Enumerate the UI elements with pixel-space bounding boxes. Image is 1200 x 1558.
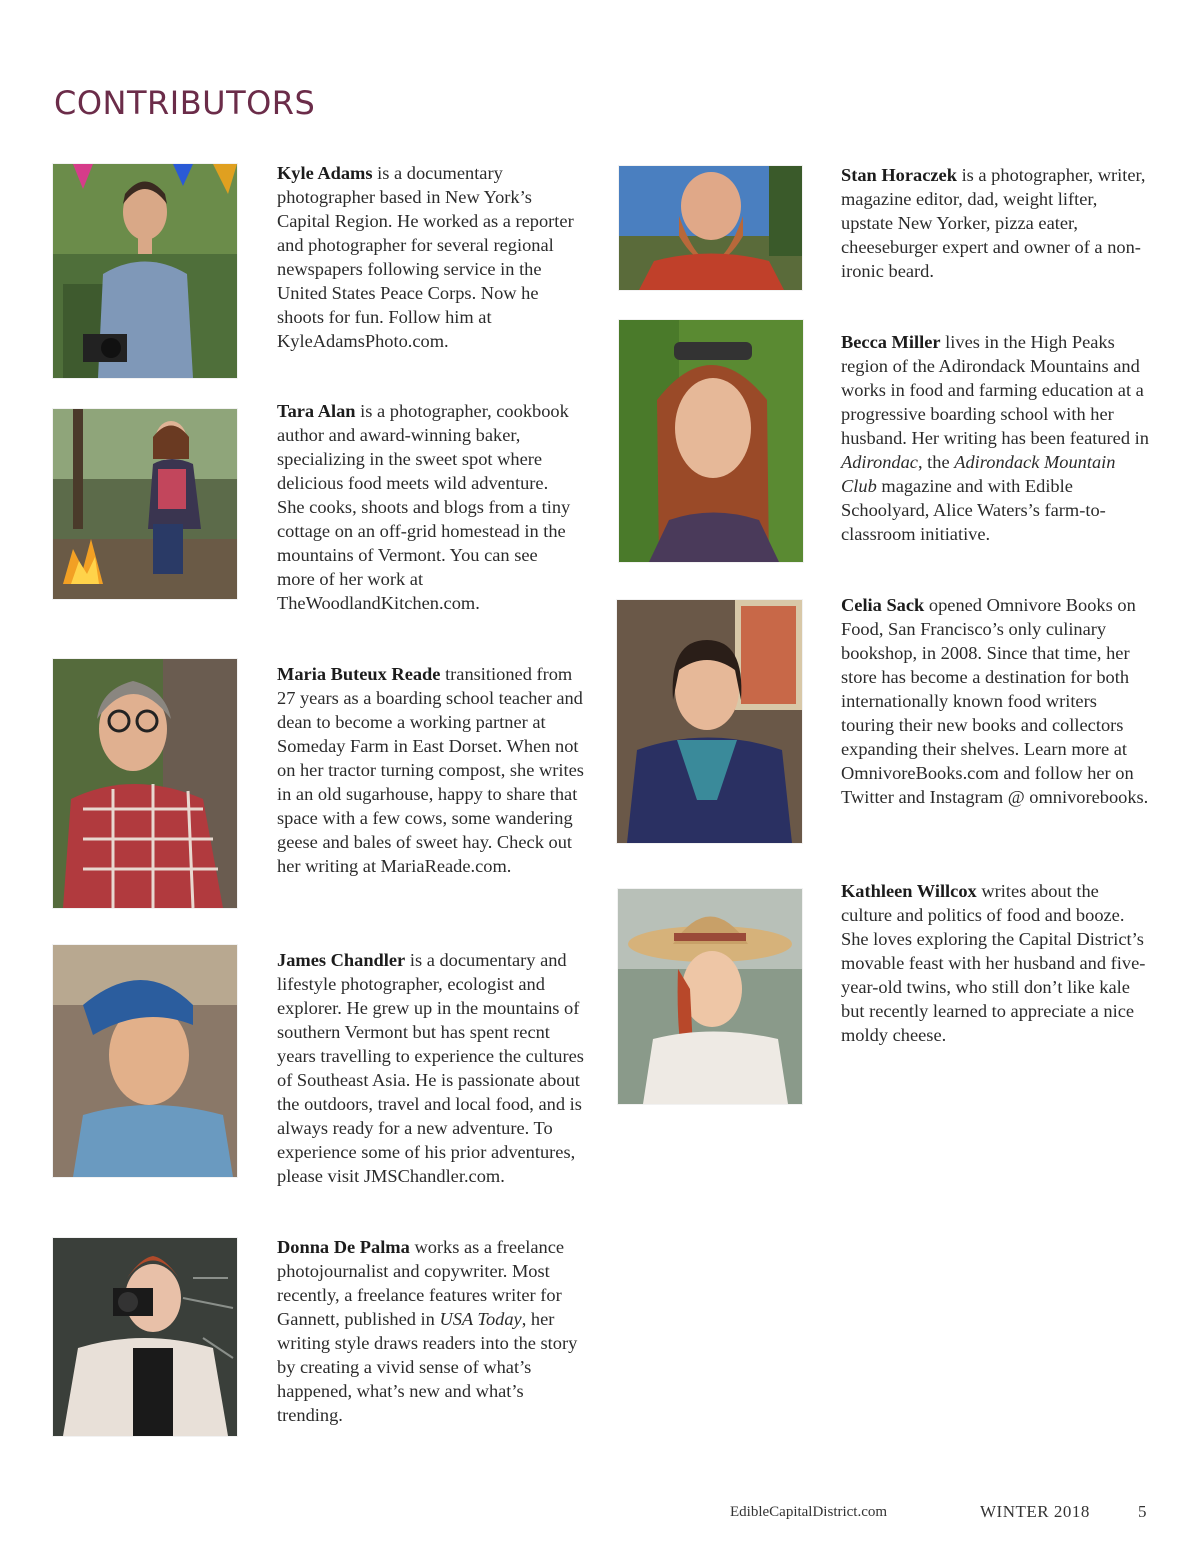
contributor-bio-text: opened Omnivore Books on Food, San Francisco’s only culinary bookshop, in 2008. Since that time, her store has become a destination for both internationally known food writers touring their new books and collectors expanding their shelves. Learn more at OmnivoreBooks.com and follow her on Twitter and Instagram @ omnivorebooks. <box>841 595 1149 807</box>
contributor-bio-text: , her writing style draws readers into the story by creating a vivid sense of what’s happened, what’s new and what’s trending. <box>277 1309 578 1425</box>
footer-issue: WINTER 2018 <box>980 1502 1090 1521</box>
contributor-bio-text: lives in the High Peaks region of the Adirondack Mountains and works in food and farming education at a progressive boarding school with her husband. Her writing has been featured in <box>841 332 1149 448</box>
contributor-bio-james-chandler <box>277 948 587 1188</box>
contributor-photo-tara-alan <box>53 409 237 599</box>
contributor-bio-maria-buteux-reade <box>277 662 587 878</box>
contributor-photo-stan-horaczek <box>619 166 802 290</box>
contributor-bio-text: is a documentary and lifestyle photographer, ecologist and explorer. He grew up in the mountains of southern Vermont but has spent recnt years travelling to experience the cultures of Southeast Asia. He is passionate about the outdoors, travel and local food, and is always ready for a new adventure. To experience some of his prior adventures, please visit JMSChandler.com. <box>277 950 584 1186</box>
contributor-name: Becca Miller <box>841 332 941 352</box>
contributor-bio-donna-de-palma <box>277 1235 587 1427</box>
contributor-bio-kyle-adams <box>277 161 577 353</box>
contributor-photo-donna-de-palma <box>53 1238 237 1436</box>
publication-title: Adirondac <box>841 452 918 472</box>
contributor-bio-text: is a photographer, writer, magazine editor, dad, weight lifter, upstate New Yorker, pizza eater, cheeseburger expert and owner of a non-ironic beard. <box>841 165 1146 281</box>
contributor-photo-kyle-adams <box>53 164 237 378</box>
contributor-bio-celia-sack <box>841 593 1151 809</box>
contributor-name: Maria Buteux Reade <box>277 664 441 684</box>
contributor-name: James Chandler <box>277 950 406 970</box>
contributor-name: Tara Alan <box>277 401 356 421</box>
contributor-bio-text: transitioned from 27 years as a boarding school teacher and dean to become a working partner at Someday Farm in East Dorset. When not on her tractor turning compost, she writes in an old sugarhouse, happy to share that space with a few cows, some wandering geese and bales of sweet hay. Check out her writing at MariaReade.com. <box>277 664 584 876</box>
contributor-bio-text: is a photographer, cookbook author and award-winning baker, specializing in the sweet spot where delicious food meets wild adventure. She cooks, shoots and blogs from a tiny cottage on an off-grid homestead in the mountains of Vermont. You can see more of her work at TheWoodlandKitchen.com. <box>277 401 571 613</box>
contributor-bio-stan-horaczek <box>841 163 1151 283</box>
contributor-name: Donna De Palma <box>277 1237 410 1257</box>
contributor-bio-kathleen-willcox <box>841 879 1151 1047</box>
contributor-name: Celia Sack <box>841 595 925 615</box>
footer-site-url: EdibleCapitalDistrict.com <box>730 1504 888 1520</box>
publication-title: Adirondack Mountain Club <box>841 452 1116 496</box>
contributor-photo-kathleen-willcox <box>618 889 802 1104</box>
contributor-bio-becca-miller <box>841 330 1151 546</box>
contributor-bio-tara-alan <box>277 399 577 615</box>
contributor-bio-text: magazine and with Edible Schoolyard, Alice Waters’s farm-to-classroom initiative. <box>841 476 1106 544</box>
contributor-bio-text: is a documentary photographer based in New York’s Capital Region. He worked as a reporter and photographer for several regional newspapers following service in the United States Peace Corps. Now he shoots for fun. Follow him at KyleAdamsPhoto.com. <box>277 163 574 351</box>
page-number: 5 <box>1138 1502 1147 1521</box>
page-title: CONTRIBUTORS <box>54 84 316 122</box>
page-footer <box>0 1502 1200 1526</box>
contributor-bio-text: writes about the culture and politics of food and booze. She loves exploring the Capital District’s movable feast with her husband and five-year-old twins, who still don’t like kale but recently learned to appreciate a nice moldy cheese. <box>841 881 1146 1045</box>
contributor-photo-maria-buteux-reade <box>53 659 237 908</box>
contributor-bio-text: works as a freelance photojournalist and copywriter. Most recently, a freelance features writer for Gannett, published in <box>277 1237 565 1329</box>
contributor-name: Stan Horaczek <box>841 165 957 185</box>
contributor-photo-james-chandler <box>53 945 237 1177</box>
contributor-photo-celia-sack <box>617 600 802 843</box>
contributor-name: Kyle Adams <box>277 163 373 183</box>
contributor-photo-becca-miller <box>619 320 803 562</box>
contributor-name: Kathleen Willcox <box>841 881 977 901</box>
publication-title: USA Today <box>439 1309 522 1329</box>
contributor-bio-text: , the <box>917 452 950 472</box>
